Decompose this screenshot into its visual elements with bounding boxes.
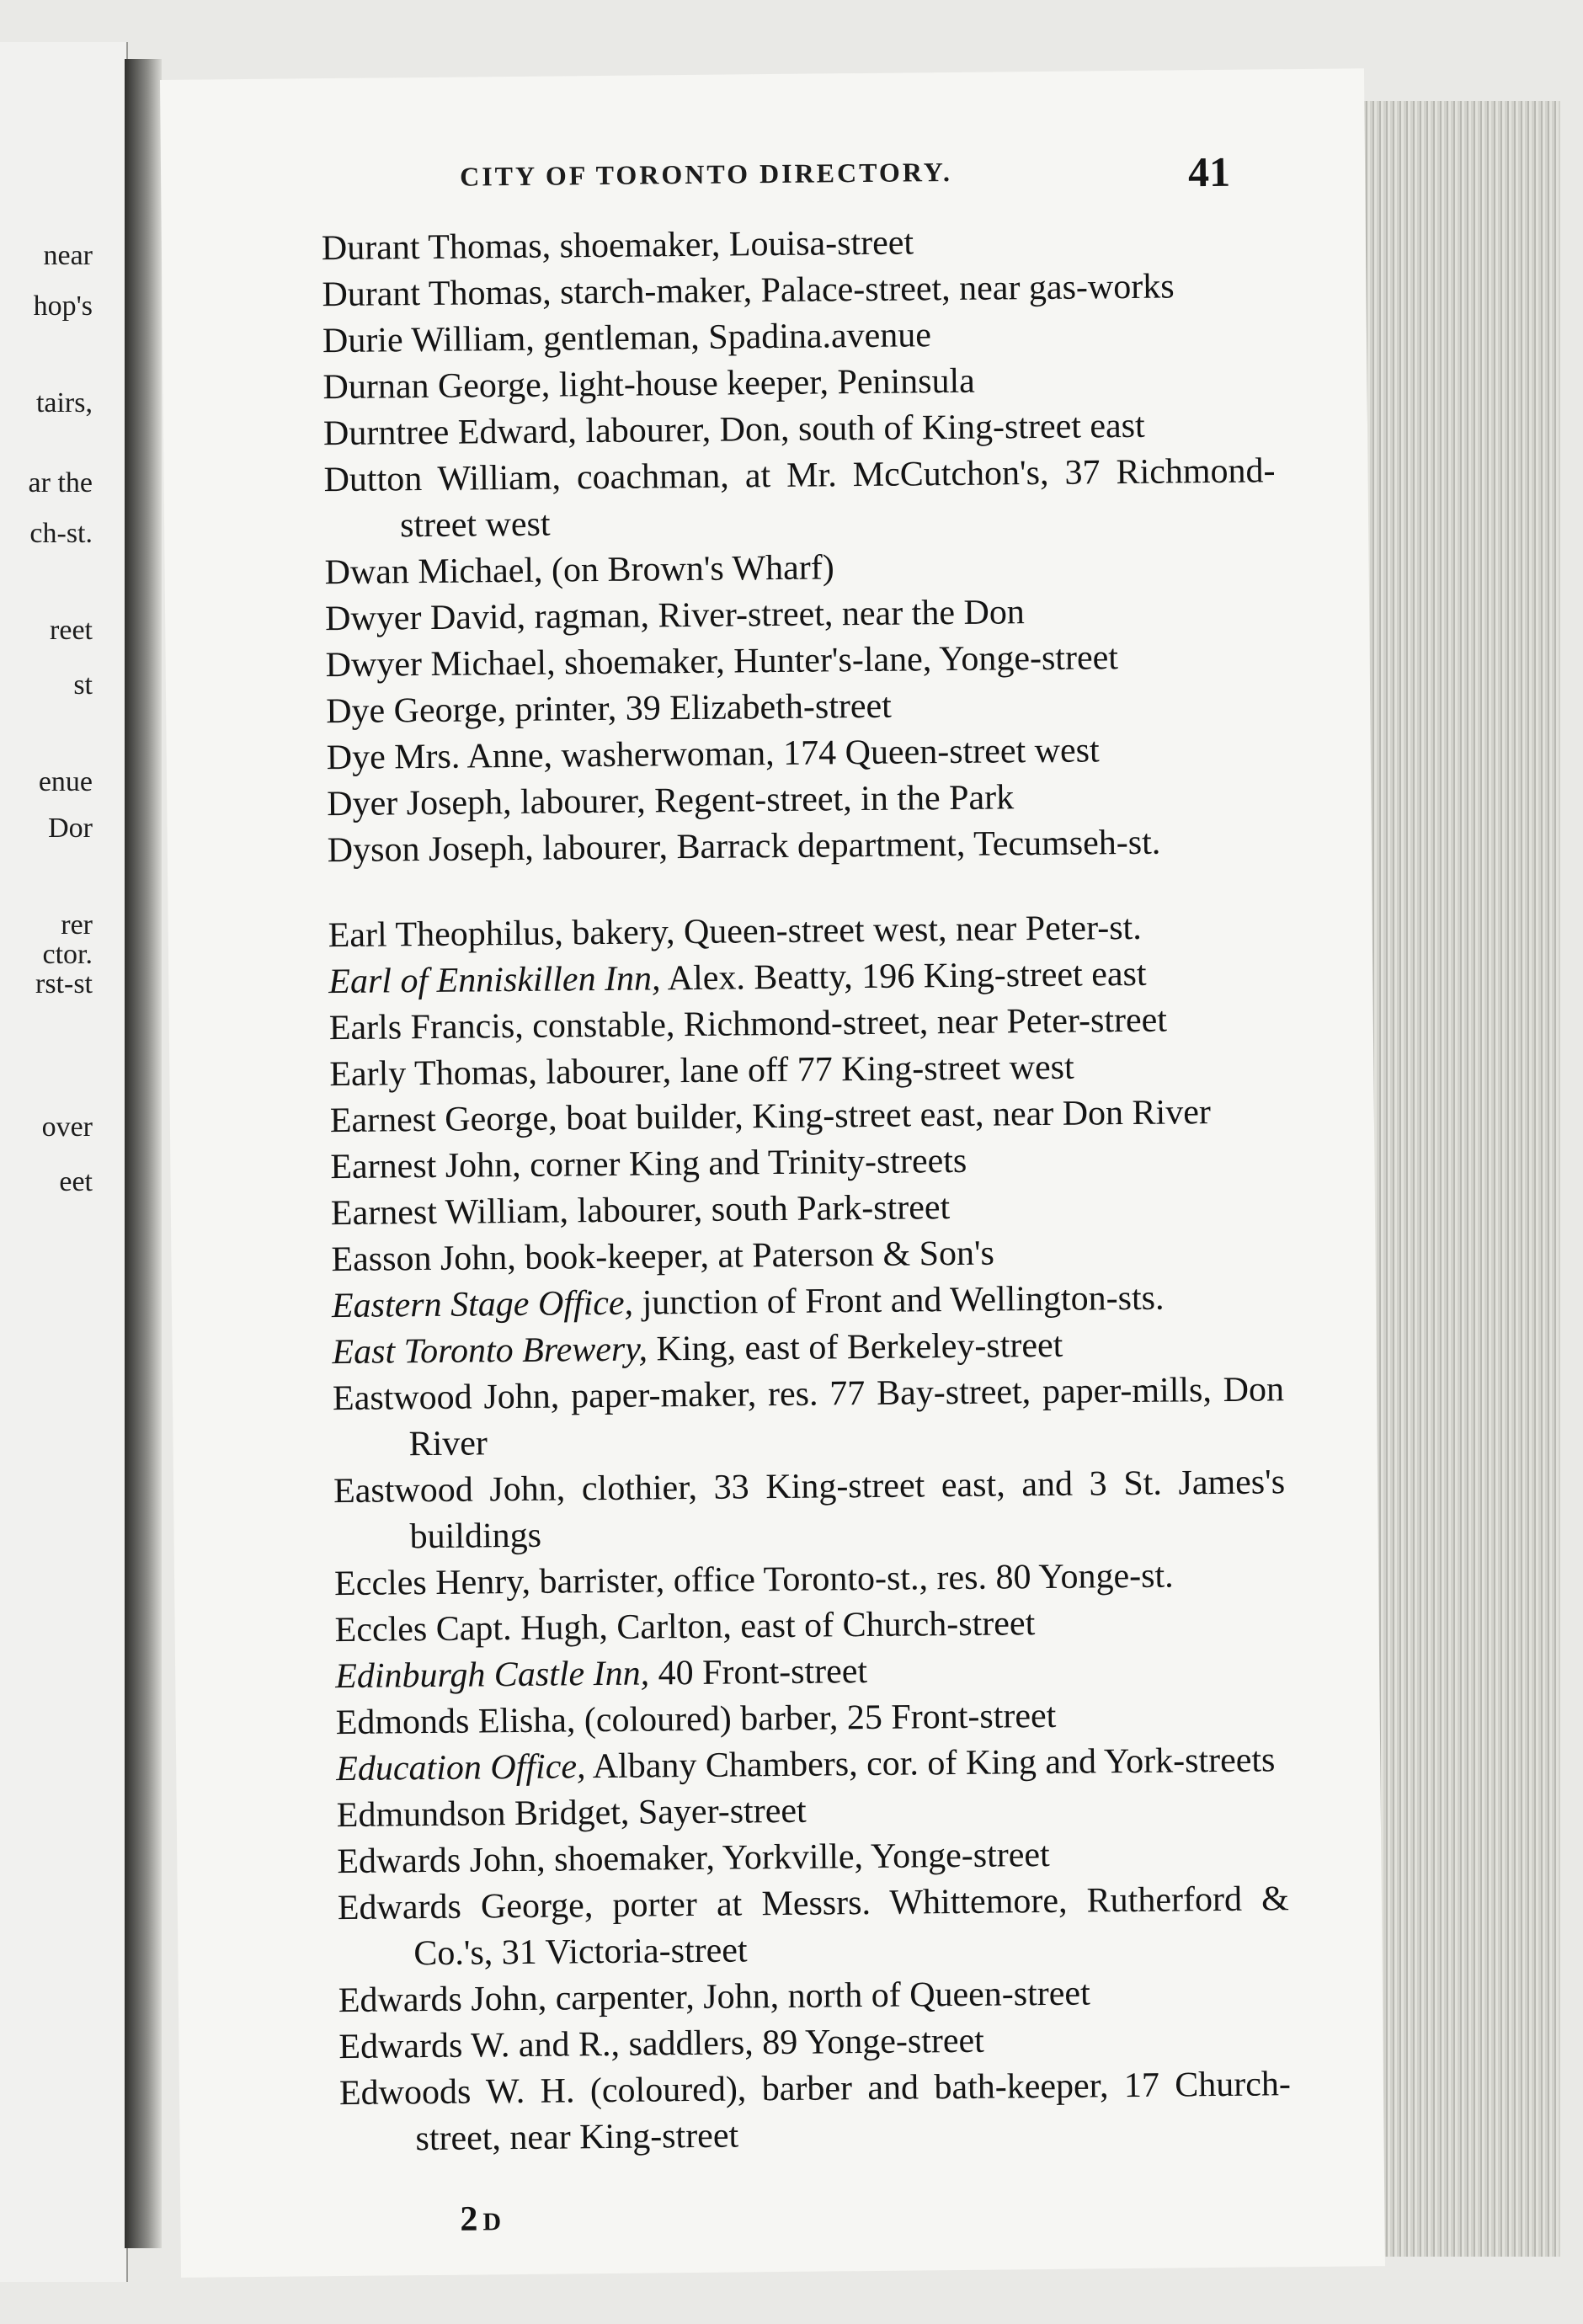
entry-name: Edwards John,	[337, 1840, 546, 1882]
entry-details: junction of Front and Wellington-sts.	[642, 1278, 1165, 1323]
entry-details: carpenter, John, north of Queen-street	[555, 1974, 1090, 2018]
entry-details: corner King and Trinity-streets	[529, 1141, 967, 1185]
directory-entry	[332, 1274, 1283, 1330]
entry-name: Eastern Stage Office,	[331, 1283, 634, 1326]
entry-details: labourer, south Park-street	[577, 1188, 951, 1231]
signature-letter: D	[482, 2208, 502, 2236]
left-page-fragment: rst-st	[35, 968, 93, 999]
book-gutter	[125, 59, 162, 2248]
entry-details: light-house keeper, Peninsula	[558, 361, 976, 405]
entry-name: Education Office,	[336, 1747, 586, 1789]
entry-details: bakery, Queen-street west, near Peter-st.	[572, 908, 1142, 953]
directory-entry	[336, 1737, 1287, 1793]
entry-name: Edinburgh Castle Inn,	[334, 1654, 650, 1697]
entry-name: Dye George,	[325, 690, 507, 732]
entry-name: Dyer Joseph,	[327, 783, 512, 824]
entry-name: Durntree Edward,	[322, 412, 578, 454]
entry-name: Earnest William,	[330, 1191, 569, 1234]
running-header: CITY OF TORONTO DIRECTORY.	[459, 156, 953, 192]
entry-name: Durant Thomas,	[321, 227, 552, 269]
entry-name: Dye Mrs. Anne,	[326, 736, 553, 778]
directory-entry	[333, 1367, 1285, 1468]
entry-details: Sayer-street	[637, 1791, 807, 1832]
entry-name: East Toronto Brewery,	[332, 1330, 648, 1373]
entry-name: Earl Theophilus,	[328, 914, 564, 956]
entry-name: Earl of Enniskillen Inn,	[328, 959, 661, 1002]
entry-name: Earnest John,	[330, 1145, 521, 1187]
entry-name: Eccles Capt. Hugh,	[334, 1607, 609, 1650]
directory-entry	[338, 1876, 1290, 1978]
entry-details: shoemaker, Hunter's-lane, Yonge-street	[563, 638, 1119, 683]
entry-name: Eastwood John,	[332, 1377, 560, 1419]
left-page-fragment: over	[41, 1111, 93, 1143]
signature-mark	[460, 2199, 501, 2239]
left-page-fragment: hop's	[33, 290, 93, 322]
left-page-fragment: rer	[61, 909, 93, 941]
entry-name: Eccles Henry,	[333, 1562, 531, 1604]
entry-details: 40 Front-street	[658, 1652, 868, 1693]
entry-details: book-keeper, at Paterson & Son's	[525, 1234, 995, 1277]
entry-name: Dwan Michael,	[324, 551, 543, 593]
directory-entry	[330, 1089, 1282, 1144]
entry-details: labourer, Don, south of King-street east	[585, 406, 1145, 451]
entry-details: (on Brown's Wharf)	[551, 548, 834, 590]
entry-details: starch-maker, Palace-street, near gas-works	[559, 267, 1175, 312]
entry-name: Edwards George,	[337, 1886, 594, 1928]
page-number: 41	[1187, 147, 1231, 196]
entry-details: ragman, River-street, near the Don	[534, 593, 1026, 637]
left-page-fragment: reet	[50, 615, 93, 646]
entry-name: Edwards W. and R.,	[338, 2024, 621, 2067]
left-page-fragment: eet	[59, 1166, 93, 1197]
entry-details: saddlers, 89 Yonge-street	[628, 2021, 985, 2064]
left-page-fragment: near	[43, 240, 93, 271]
entry-details: printer, 39 Elizabeth-street	[514, 686, 893, 729]
entry-details: coachman, at Mr. McCutchon's, 37 Richmond-street west	[399, 451, 1276, 546]
entry-details: labourer, Regent-street, in the Park	[520, 778, 1015, 822]
left-page-fragment: enue	[38, 766, 93, 797]
entry-details: (coloured) barber, 25 Front-street	[584, 1696, 1057, 1740]
entry-name: Edwards John,	[338, 1979, 547, 2021]
entry-details: shoemaker, Yorkville, Yonge-street	[553, 1835, 1050, 1879]
entry-details: boat builder, King-street east, near Don River	[565, 1093, 1212, 1138]
entry-name: Easson John,	[331, 1239, 517, 1280]
entry-name: Earnest George,	[329, 1099, 557, 1141]
entry-details: Carlton, east of Church-street	[616, 1604, 1036, 1647]
entry-details: labourer, lane off 77 King-street west	[546, 1047, 1074, 1092]
entry-details: porter at Messrs. Whittemore, Rutherford & Co.'s, 31 Victoria-street	[413, 1879, 1290, 1974]
left-page-fragment: st	[73, 669, 93, 701]
entry-details: Albany Chambers, cor. of King and York-streets	[592, 1740, 1276, 1787]
entry-name: Edmonds Elisha,	[335, 1701, 576, 1743]
left-page-fragment: Dor	[48, 813, 93, 844]
entry-name: Earls Francis,	[328, 1006, 524, 1048]
entry-name: Edwoods W. H.	[338, 2071, 575, 2113]
signature-number: 2	[460, 2199, 478, 2239]
directory-entry	[334, 1552, 1286, 1607]
left-page-fragment: ch-st.	[29, 518, 93, 549]
entry-details: shoemaker, Louisa-street	[559, 223, 914, 266]
entry-name: Eastwood John,	[333, 1469, 566, 1511]
left-page-fragment: ctor.	[42, 939, 93, 970]
entry-details: barrister, office Toronto-st., res. 80 Yonge-st.	[539, 1556, 1174, 1602]
directory-entry	[322, 263, 1273, 318]
entry-details: (coloured), barber and bath-keeper, 17 Church-street, near King-street	[415, 2065, 1292, 2159]
entry-details: paper-maker, res. 77 Bay-street, paper-mills, Don River	[408, 1370, 1285, 1464]
directory-entry	[333, 1459, 1286, 1561]
entry-details: washerwoman, 174 Queen-street west	[561, 731, 1100, 776]
entry-name: Durnan George,	[322, 365, 551, 408]
left-page-fragment: tairs,	[35, 387, 93, 418]
entry-details: clothier, 33 King-street east, and 3 St. James's buildings	[409, 1463, 1286, 1557]
directory-entry	[329, 996, 1281, 1052]
entry-list	[322, 216, 1292, 2163]
entry-name: Dwyer David,	[324, 597, 526, 639]
entry-name: Dyson Joseph,	[327, 829, 535, 871]
directory-entry	[328, 818, 1279, 874]
entry-details: gentleman, Spadina.avenue	[543, 316, 932, 359]
directory-entry	[323, 448, 1276, 550]
entry-name: Dwyer Michael,	[325, 643, 556, 685]
entry-details: constable, Richmond-street, near Peter-street	[532, 1000, 1168, 1046]
entry-name: Early Thomas,	[329, 1053, 538, 1095]
entry-details: King, east of Berkeley-street	[656, 1325, 1063, 1369]
entry-details: Alex. Beatty, 196 King-street east	[667, 954, 1147, 999]
entry-name: Dutton William,	[323, 458, 562, 500]
entry-name: Durie William,	[322, 319, 536, 361]
entry-name: Edmundson Bridget,	[336, 1793, 630, 1836]
entry-name: Durant Thomas,	[322, 273, 552, 315]
left-page-fragment: ar the	[28, 467, 93, 498]
entry-details: labourer, Barrack department, Tecumseh-st.	[542, 823, 1161, 868]
directory-entry	[339, 2061, 1292, 2163]
directory-page	[160, 68, 1385, 2278]
left-page-margin	[0, 42, 128, 2282]
